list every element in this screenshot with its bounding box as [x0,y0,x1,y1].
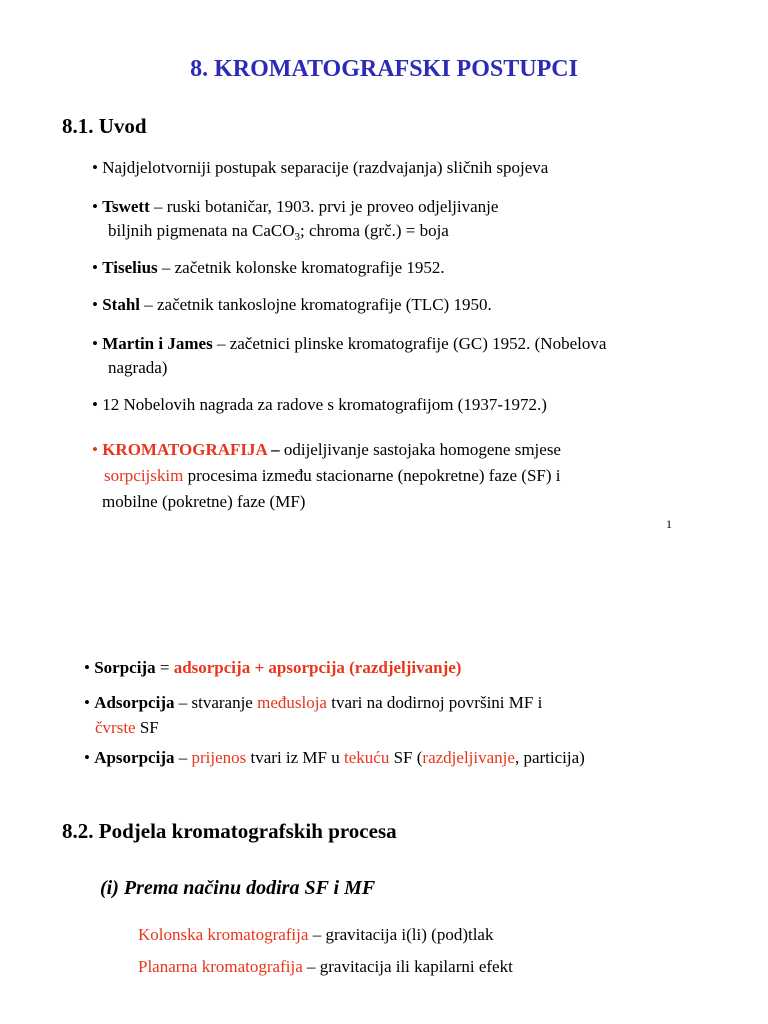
bullet-icon: • [92,334,103,353]
item-bold-red: adsorpcija + apsorpcija (razdjeljivanje) [173,658,462,677]
list-item [92,195,498,219]
item-text: – gravitacija i(li) (pod)tlak [308,925,494,944]
item-red: prijenos [191,748,247,767]
item-text: – [174,748,192,767]
list-item-continuation [108,219,449,249]
item-text: – gravitacija ili kapilarni efekt [302,957,513,976]
item-text: ; chroma (grč.) = boja [300,221,449,240]
item-bold: Tiselius [102,258,158,277]
list-item-continuation [95,716,159,740]
item-text: odijeljivanje sastojaka homogene smjese [279,440,561,459]
item-bold: Stahl [102,295,140,314]
list-item [92,293,492,317]
item-red: Kolonska kromatografija [138,925,309,944]
item-red: Planarna kromatografija [138,957,303,976]
subscript: 3 [294,231,300,243]
item-text: Najdjelotvorniji postupak separacije (razdvajanja) sličnih spojeva [102,158,549,177]
list-item [84,691,542,715]
list-item-continuation: nagrada) [108,358,168,377]
item-text: = [155,658,174,677]
item-text: – začetnici plinske kromatografije (GC) 1952. (Nobelova [212,334,607,353]
item-bold: Sorpcija [94,658,156,677]
item-text: 12 Nobelovih nagrada za radove s kromatografijom (1937-1972.) [102,395,547,414]
item-text: tvari iz MF u [246,748,345,767]
item-dash: – [266,440,280,459]
bullet-icon: • [92,440,103,459]
list-item-continuation [104,464,561,488]
item-text: – začetnik tankoslojne kromatografije (TLC) 1950. [140,295,492,314]
item-text: SF [135,718,159,737]
item-text: – stvaranje [174,693,258,712]
bullet-icon: • [84,748,95,767]
item-bold: Tswett [102,197,150,216]
item-red: međusloja [257,693,327,712]
item-bold-red: KROMATOGRAFIJA [102,440,267,459]
list-item [92,256,445,280]
section-heading-uvod: 8.1. Uvod [62,114,147,138]
bullet-icon: • [84,658,95,677]
bullet-icon: • [92,158,103,177]
section-heading-podjela: 8.2. Podjela kromatografskih procesa [62,819,397,843]
list-item [92,332,606,356]
item-text: SF ( [389,748,423,767]
list-item [84,656,461,680]
item-bold: Adsorpcija [94,693,175,712]
list-item [92,438,561,462]
item-red: tekuću [344,748,390,767]
bullet-icon: • [92,295,103,314]
item-text: – ruski botaničar, 1903. prvi je proveo odjeljivanje [149,197,499,216]
bullet-icon: • [92,395,103,414]
item-red: razdjeljivanje [422,748,515,767]
list-item [84,746,585,770]
list-item [138,957,513,977]
subsection-heading: (i) Prema načinu dodira SF i MF [100,877,376,899]
list-item [92,156,548,180]
bullet-icon: • [84,693,95,712]
list-item [92,393,547,417]
item-text: procesima između stacionarne (nepokretne) faze (SF) i [183,466,561,485]
item-red: čvrste [95,718,136,737]
item-text: , particija) [514,748,585,767]
item-bold: Martin i James [102,334,213,353]
page-title: 8. KROMATOGRAFSKI POSTUPCI [190,56,578,82]
item-text: – začetnik kolonske kromatografije 1952. [157,258,445,277]
bullet-icon: • [92,258,103,277]
item-text: tvari na dodirnoj površini MF i [326,693,543,712]
bullet-icon: • [92,197,103,216]
item-bold: Apsorpcija [94,748,175,767]
list-item [138,925,493,945]
item-text: biljnih pigmenata na CaCO [108,221,295,240]
page-number: 1 [666,517,672,531]
list-item-continuation: mobilne (pokretne) faze (MF) [102,492,306,511]
item-red: sorpcijskim [104,466,184,485]
